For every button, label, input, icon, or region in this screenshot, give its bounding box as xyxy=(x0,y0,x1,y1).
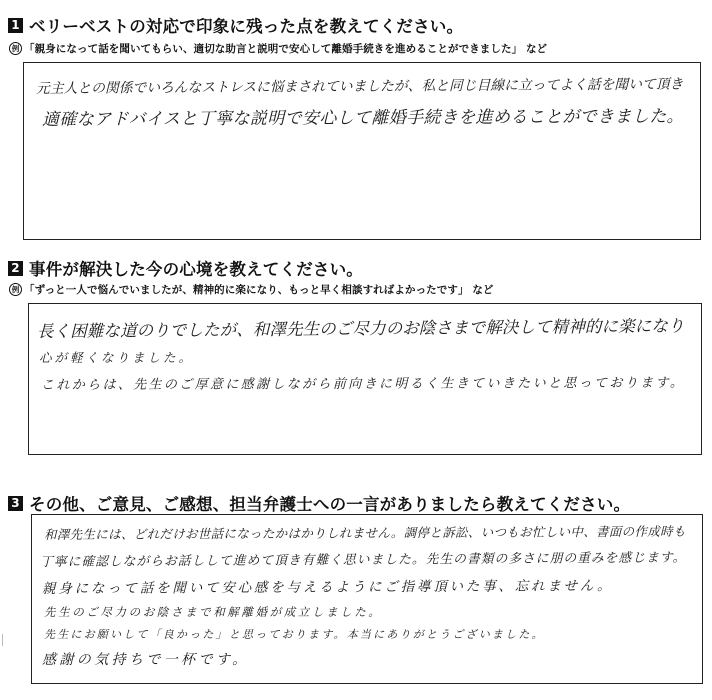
section-3-answer-line: 丁寧に確認しながらお話しして進めて頂き有難く思いました。先生の書類の多さに朋の重みを感じます。 xyxy=(39,550,687,570)
section-2-title: 事件が解決した今の心境を教えてください。 xyxy=(29,260,363,279)
section-2-number: 2 xyxy=(8,261,23,276)
section-1-title: ベリーベストの対応で印象に残った点を教えてください。 xyxy=(29,17,464,36)
section-2-example-text: 「ずっと一人で悩んでいましたが、精神的に楽になり、もっと早く相談すればよかったです」 など xyxy=(24,284,494,296)
section-3-answer-line: 感謝の気持ちで一杯です。 xyxy=(42,652,250,668)
section-1-number: 1 xyxy=(8,18,23,33)
section-3-answer-line: 先生のご尽力のお陰さまで和解離婚が成立しました。 xyxy=(44,605,383,619)
section-1-example-text: 「親身になって話を聞いてもらい、適切な助言と説明で安心して離婚手続きを進めることができました」 など xyxy=(24,43,548,55)
section-2-answer-line: 長く困難な道のりでしたが、和澤先生のご尽力のお陰さまで解決して精神的に楽になり xyxy=(36,316,685,341)
section-3-answer-line: 親身になって話を聞いて安心感を与えるようにご指導頂いた事、忘れません。 xyxy=(41,578,614,597)
section-1-example xyxy=(9,41,547,56)
section-2-answer-line: これからは、先生のご厚意に感謝しながら前向きに明るく生きていきたいと思っております。 xyxy=(40,375,686,393)
section-1-answer-line: 適確なアドバイスと丁寧な説明で安心して離婚手続きを進めることができました。 xyxy=(41,106,684,130)
margin-mark xyxy=(2,634,6,646)
section-3-answer-line: 和澤先生には、どれだけお世話になったかはかりしれません。調停と訴訟、いつもお忙しい中、書面の作成時も xyxy=(43,523,686,542)
section-2-heading xyxy=(8,256,363,280)
example-mark-icon: 例 xyxy=(9,283,22,296)
section-2-answer-box xyxy=(28,303,702,455)
section-1-heading xyxy=(8,13,463,37)
section-3-answer-line: 先生にお願いして「良かった」と思っております。本当にありがとうございました。 xyxy=(44,628,545,641)
section-3-answer-box xyxy=(31,514,703,684)
section-3-number: 3 xyxy=(8,496,23,511)
section-3-title: その他、ご意見、ご感想、担当弁護士への一言がありましたら教えてください。 xyxy=(29,495,631,514)
section-3-heading xyxy=(8,491,630,515)
section-2-example xyxy=(9,282,494,297)
example-mark-icon: 例 xyxy=(9,42,22,55)
section-2-answer-line: 心が軽くなりました。 xyxy=(39,350,195,365)
section-1-answer-box xyxy=(23,62,701,240)
section-1-answer-line: 元主人との関係でいろんなストレスに悩まされていましたが、私と同じ目線に立ってよく話を聞いて頂き xyxy=(35,76,684,97)
